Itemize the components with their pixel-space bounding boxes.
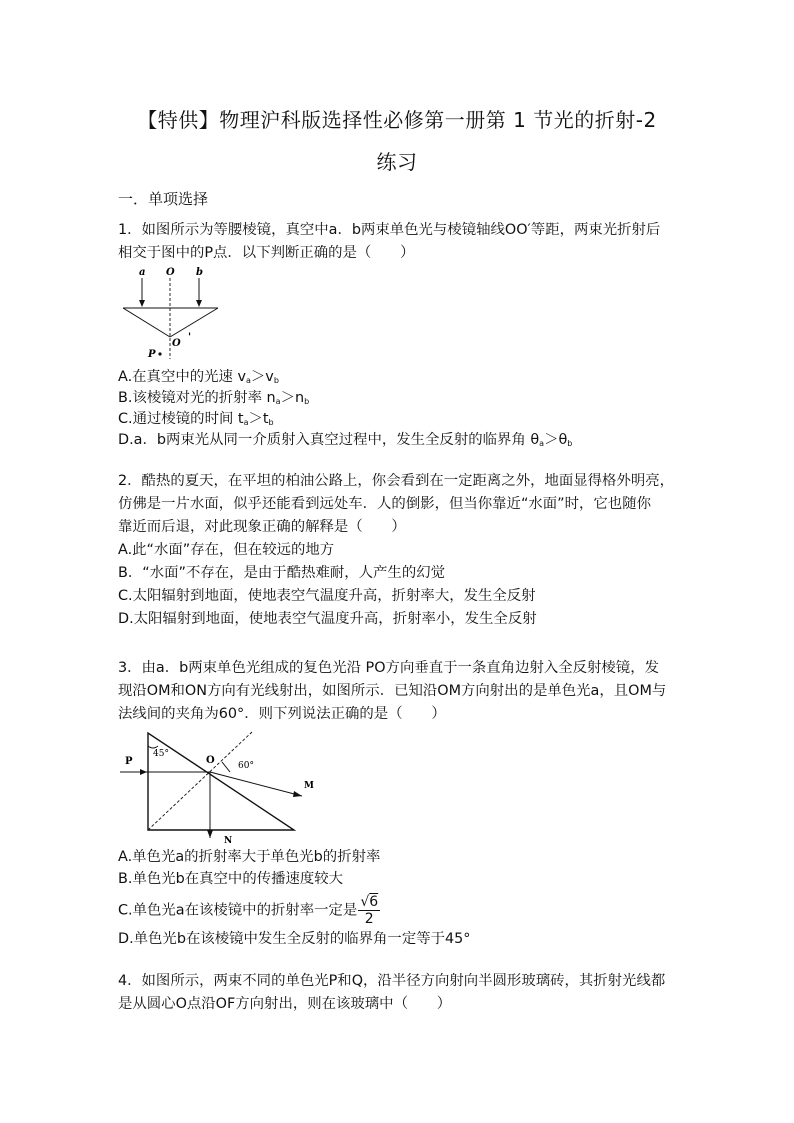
q3-option-a: A.单色光a的折射率大于单色光b的折射率 — [118, 849, 381, 865]
label-b: b — [196, 267, 203, 278]
q2-option-b: B．“水面”不存在，是由于酷热难耐，人产生的幻觉 — [118, 565, 445, 581]
question-1-stem: 1．如图所示为等腰棱镜，真空中a．b两束单色光与棱镜轴线OO′等距，两束光折射后 — [118, 222, 661, 238]
label-prime: ' — [188, 332, 192, 343]
page-title: 【特供】物理沪科版选择性必修第一册第 1 节光的折射-2 — [137, 108, 657, 132]
q1-option-d: D.a．b两束光从同一介质射入真空过程中，发生全反射的临界角 $\theta_a>\theta_b$ — [118, 432, 573, 448]
label-o: O — [166, 267, 175, 278]
q1-option-a: A.在真空中的光速 $v_a>v_b$ — [118, 369, 279, 385]
q2-option-c: C.太阳辐射到地面，使地表空气温度升高，折射率大，发生全反射 — [118, 588, 536, 604]
question-4-stem-cont: 是从圆心O点沿OF方向射出，则在该玻璃中（ ） — [118, 996, 452, 1012]
prism-diagram-1 — [118, 264, 228, 364]
q2-option-d: D.太阳辐射到地面，使地表空气温度升高，折射率小，发生全反射 — [118, 611, 537, 627]
label-p: P — [148, 349, 156, 360]
question-2-stem: 2．酷热的夏天，在平坦的柏油公路上，你会看到在一定距离之外，地面显得格外明亮， — [118, 473, 675, 489]
question-2-stem-cont2: 靠近而后退，对此现象正确的解释是（ ） — [118, 519, 406, 535]
prism-diagram-3 — [118, 730, 318, 848]
question-3-stem-cont2: 法线间的夹角为60°．则下列说法正确的是（ ） — [118, 706, 446, 722]
q1-option-c: C.通过棱镜的时间 $t_a>t_b$ — [118, 411, 274, 427]
q1-option-b: B.该棱镜对光的折射率 $n_a>n_b$ — [118, 390, 310, 406]
label-m: M — [304, 781, 314, 791]
label-o: O — [206, 755, 215, 766]
label-p: P — [125, 756, 133, 767]
section-heading: 一．单项选择 — [118, 190, 209, 208]
label-45-deg: 45° — [153, 749, 169, 759]
q3-option-b: B.单色光b在真空中的传播速度较大 — [118, 871, 344, 887]
label-n: N — [224, 836, 233, 846]
page-title-continued: 练习 — [376, 150, 418, 174]
label-a: a — [139, 267, 146, 278]
question-3-stem: 3．由a．b两束单色光组成的复色光沿 PO方向垂直于一条直角边射入全反射棱镜，发 — [118, 660, 659, 676]
q3-option-d: D.单色光b在该棱镜中发生全反射的临界角一定等于45° — [118, 931, 471, 947]
question-2-stem-cont: 仿佛是一片水面，似乎还能看到远处车．人的倒影，但当你靠近“水面”时，它也随你 — [118, 496, 651, 512]
point-p — [158, 352, 161, 355]
question-4-stem: 4．如图所示，两束不同的单色光P和Q，沿半径方向射向半圆形玻璃砖，其折射光线都 — [118, 973, 666, 989]
question-1-stem-cont: 相交于图中的P点．以下判断正确的是（ ） — [118, 245, 415, 261]
question-3-stem-cont: 现沿OM和ON方向有光线射出，如图所示．已知沿OM方向射出的是单色光a，且OM与 — [118, 683, 667, 699]
q2-option-a: A.此“水面”存在，但在较远的地方 — [118, 542, 335, 558]
label-60-deg: 60° — [238, 761, 254, 771]
fraction-sqrt6-over-2: $\frac{√6}{2}$ — [360, 894, 379, 927]
label-o-prime: O — [172, 338, 181, 349]
q3-option-c: C.单色光a在该棱镜中的折射率一定是 $\frac{√6}{2}$ — [118, 894, 379, 927]
